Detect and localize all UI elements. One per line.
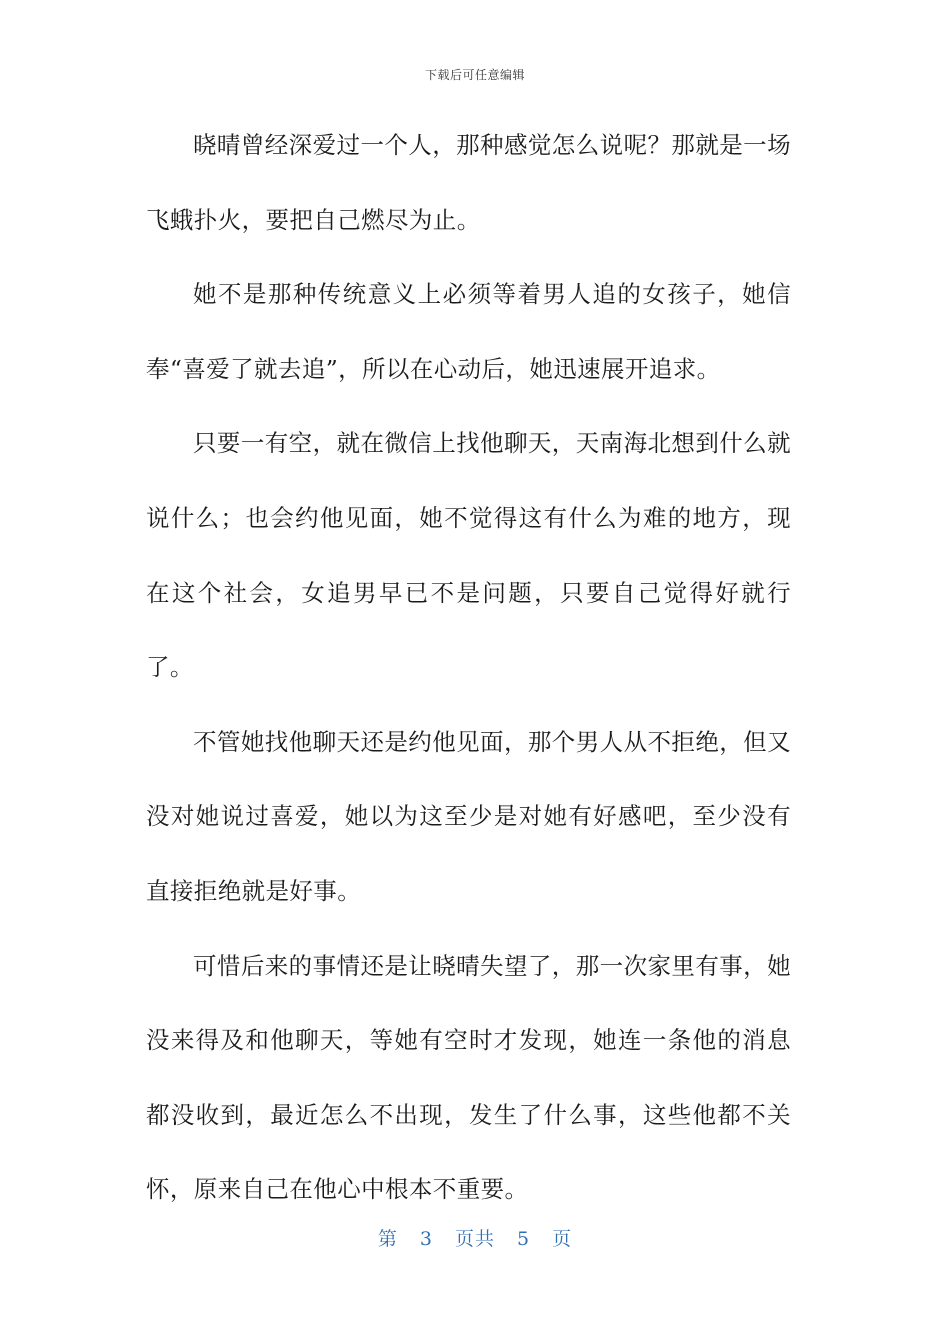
paragraph: 可惜后来的事情还是让晓晴失望了，那一次家里有事，她没来得及和他聊天，等她有空时才发现，她连一条他的消息都没收到，最近怎么不出现，发生了什么事，这些他都不关怀，原来自己在他心中根本不重要。 [146,951,791,1204]
page-footer [0,1224,950,1251]
total-pages-number: 5 [517,1228,531,1250]
paragraph: 只要一有空，就在微信上找他聊天，天南海北想到什么就说什么；也会约他见面，她不觉得这有什么为难的地方，现在这个社会，女追男早已不是问题，只要自己觉得好就行了。 [146,429,791,682]
page-header: 下载后可任意编辑 [424,68,525,82]
paragraph: 晓晴曾经深爱过一个人，那种感觉怎么说呢？那就是一场飞蛾扑火，要把自己燃尽为止。 [146,131,791,234]
document-body [146,108,791,1227]
page-mid-label: 页共 [454,1228,495,1250]
paragraph: 不管她找他聊天还是约他见面，那个男人从不拒绝，但又没对她说过喜爱，她以为这至少是对她有好感吧，至少没有直接拒绝就是好事。 [146,727,791,905]
page-suffix: 页 [552,1228,573,1250]
current-page-number: 3 [419,1228,433,1250]
page-prefix: 第 [377,1228,398,1250]
paragraph: 她不是那种传统意义上必须等着男人追的女孩子，她信奉“喜爱了就去追”，所以在心动后，她迅速展开追求。 [146,280,791,383]
